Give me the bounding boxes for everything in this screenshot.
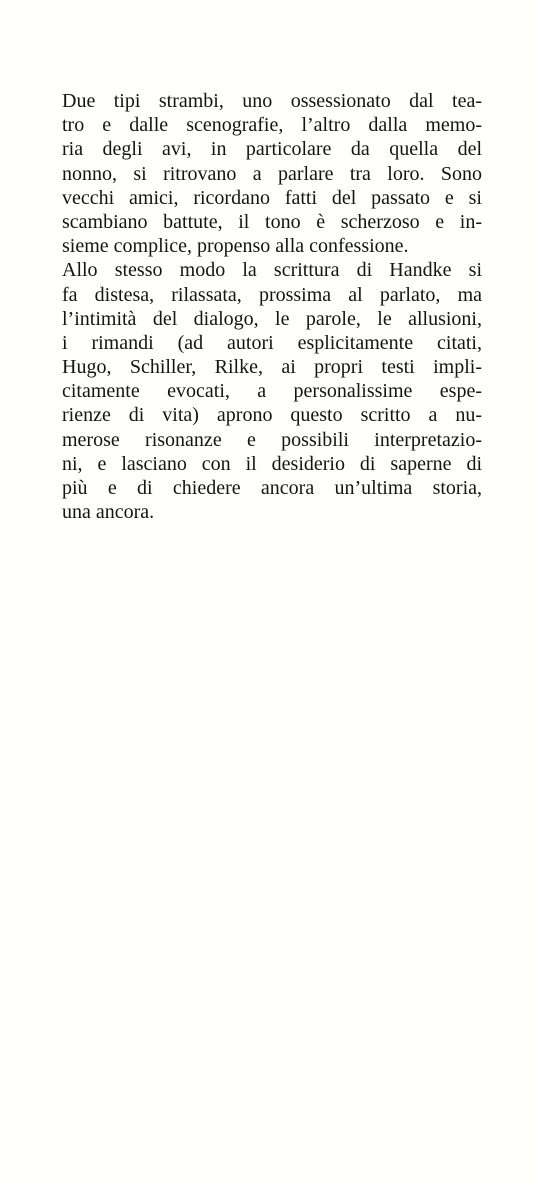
blurb-line: vecchi amici, ricordano fatti del passato e si [62, 186, 482, 209]
blurb-line: ria degli avi, in particolare da quella del [62, 138, 482, 161]
blurb-line: tro e dalle scenografie, l’altro dalla memo- [62, 114, 482, 137]
blurb-line: più e di chiedere ancora un’ultima storia, [62, 477, 482, 499]
blurb-line: citamente evocati, a personalissime espe- [62, 380, 482, 403]
blurb-line: fa distesa, rilassata, prossima al parlato, ma [62, 283, 482, 306]
blurb-line: nonno, si ritrovano a parlare tra loro. Sono [62, 162, 482, 185]
blurb-line: una ancora. [62, 501, 155, 524]
blurb-line: Hugo, Schiller, Rilke, ai propri testi impli- [62, 356, 482, 379]
blurb-line: scambiano battute, il tono è scherzoso e in- [62, 210, 482, 233]
blurb-line: rienze di vita) aprono questo scritto a nu- [62, 404, 482, 427]
blurb-line: ni, e lasciano con il desiderio di saperne di [62, 452, 482, 475]
blurb-line: l’intimità del dialogo, le parole, le allusioni, [62, 307, 482, 330]
blurb-line: merose risonanze e possibili interpretazio- [62, 428, 482, 451]
blurb-line: Allo stesso modo la scrittura di Handke si [62, 259, 482, 282]
blurb-line: sieme complice, propenso alla confessione. [62, 235, 409, 258]
blurb-paragraph [62, 89, 482, 524]
blurb-line: i rimandi (ad autori esplicitamente citati, [62, 331, 482, 354]
blurb-line: Due tipi strambi, uno ossessionato dal tea- [62, 90, 482, 112]
